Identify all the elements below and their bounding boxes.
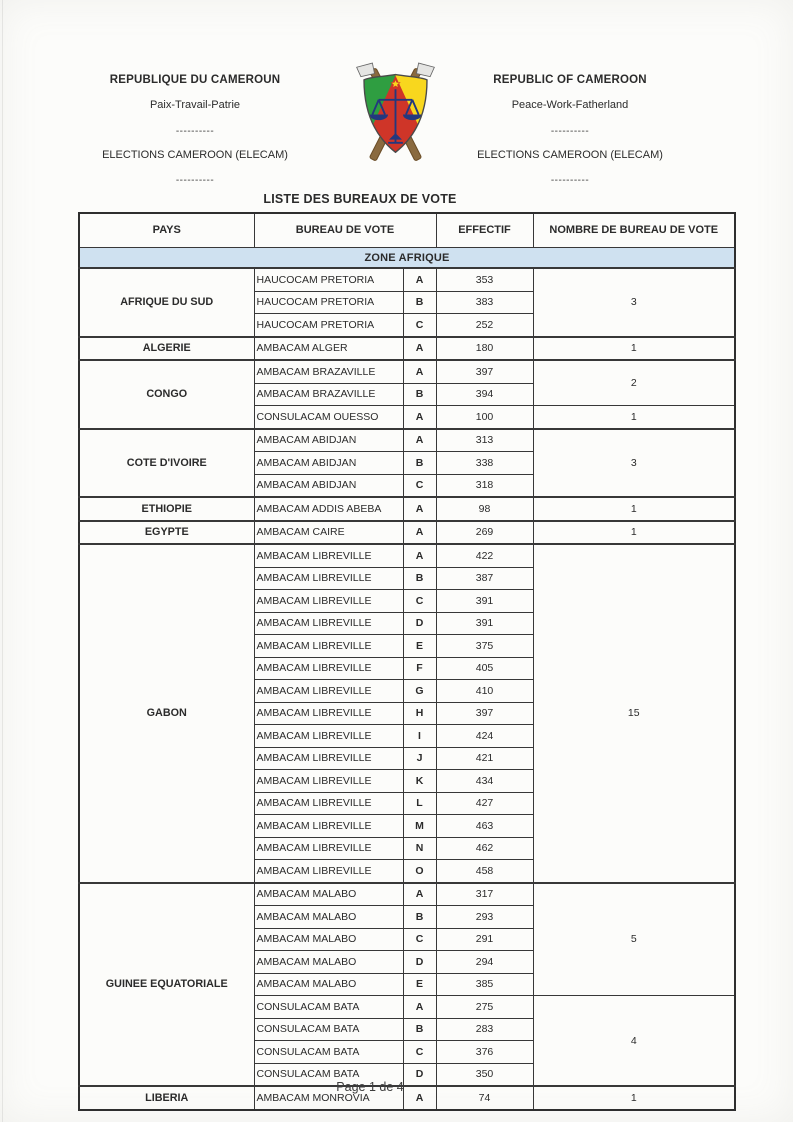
effectif-cell: 427 [436, 792, 533, 815]
table-row [79, 544, 735, 567]
table-row [79, 268, 735, 291]
bureau-name-cell: AMBACAM MONROVIA [254, 1086, 403, 1110]
bureau-letter-cell: A [403, 1086, 436, 1110]
page-title: LISTE DES BUREAUX DE VOTE [263, 192, 457, 206]
country-cell: COTE D'IVOIRE [79, 429, 254, 498]
effectif-cell: 269 [436, 521, 533, 545]
bureau-letter-cell: C [403, 314, 436, 337]
bureau-letter-cell: A [403, 429, 436, 452]
effectif-cell: 391 [436, 590, 533, 613]
zone-header: ZONE AFRIQUE [79, 248, 735, 269]
bureau-letter-cell: C [403, 1041, 436, 1064]
bureau-letter-cell: D [403, 951, 436, 974]
separator-dashes: ---------- [550, 126, 590, 137]
effectif-cell: 405 [436, 657, 533, 680]
effectif-cell: 317 [436, 883, 533, 906]
cameroon-coat-of-arms-icon [343, 62, 448, 167]
bureau-name-cell: CONSULACAM BATA [254, 1041, 403, 1064]
bureau-letter-cell: A [403, 883, 436, 906]
bureau-letter-cell: F [403, 657, 436, 680]
effectif-cell: 294 [436, 951, 533, 974]
column-header-pays: PAYS [79, 213, 254, 248]
bureau-letter-cell: B [403, 291, 436, 314]
separator-dashes: ---------- [175, 126, 215, 137]
effectif-cell: 318 [436, 474, 533, 497]
effectif-cell: 375 [436, 635, 533, 658]
effectif-cell: 397 [436, 360, 533, 383]
country-cell: ALGERIE [79, 337, 254, 361]
bureau-name-cell: AMBACAM LIBREVILLE [254, 792, 403, 815]
effectif-cell: 252 [436, 314, 533, 337]
bureau-letter-cell: A [403, 544, 436, 567]
bureau-name-cell: AMBACAM MALABO [254, 951, 403, 974]
effectif-cell: 387 [436, 567, 533, 590]
motto-fr: Paix-Travail-Patrie [149, 99, 241, 111]
table-header-row [79, 213, 735, 248]
bureau-letter-cell: C [403, 590, 436, 613]
effectif-cell: 350 [436, 1063, 533, 1086]
bureaux-de-vote-table [78, 212, 736, 1111]
nombre-bureaux-cell: 4 [533, 996, 735, 1087]
country-name-fr: REPUBLIQUE DU CAMEROUN [109, 74, 281, 86]
table-row [79, 429, 735, 452]
bureau-letter-cell: E [403, 635, 436, 658]
bureau-name-cell: AMBACAM LIBREVILLE [254, 747, 403, 770]
effectif-cell: 98 [436, 497, 533, 521]
effectif-cell: 313 [436, 429, 533, 452]
bureau-name-cell: AMBACAM LIBREVILLE [254, 635, 403, 658]
table-row [79, 497, 735, 521]
effectif-cell: 397 [436, 702, 533, 725]
effectif-cell: 180 [436, 337, 533, 361]
table-row [79, 883, 735, 906]
bureau-name-cell: AMBACAM ABIDJAN [254, 452, 403, 475]
bureau-name-cell: HAUCOCAM PRETORIA [254, 314, 403, 337]
bureau-letter-cell: L [403, 792, 436, 815]
effectif-cell: 275 [436, 996, 533, 1019]
bureau-letter-cell: I [403, 725, 436, 748]
bureau-name-cell: AMBACAM MALABO [254, 973, 403, 996]
table-row [79, 337, 735, 361]
effectif-cell: 410 [436, 680, 533, 703]
effectif-cell: 383 [436, 291, 533, 314]
bureau-letter-cell: A [403, 337, 436, 361]
bureau-name-cell: AMBACAM LIBREVILLE [254, 837, 403, 860]
effectif-cell: 338 [436, 452, 533, 475]
bureau-letter-cell: D [403, 612, 436, 635]
table-row [79, 360, 735, 383]
bureau-name-cell: AMBACAM LIBREVILLE [254, 702, 403, 725]
bureau-name-cell: AMBACAM ABIDJAN [254, 429, 403, 452]
effectif-cell: 100 [436, 406, 533, 429]
nombre-bureaux-cell: 3 [533, 429, 735, 498]
bureau-name-cell: AMBACAM BRAZAVILLE [254, 383, 403, 406]
page-number: Page 1 de 4 [336, 1080, 404, 1094]
header-right-block [445, 74, 695, 198]
bureau-name-cell: HAUCOCAM PRETORIA [254, 268, 403, 291]
bureau-name-cell: AMBACAM MALABO [254, 928, 403, 951]
effectif-cell: 394 [436, 383, 533, 406]
bureau-letter-cell: B [403, 567, 436, 590]
country-cell: GABON [79, 544, 254, 883]
bureau-letter-cell: A [403, 360, 436, 383]
bureau-name-cell: AMBACAM LIBREVILLE [254, 815, 403, 838]
bureau-name-cell: AMBACAM LIBREVILLE [254, 860, 403, 883]
effectif-cell: 293 [436, 906, 533, 929]
bureau-letter-cell: B [403, 906, 436, 929]
bureau-letter-cell: D [403, 1063, 436, 1086]
bureau-name-cell: CONSULACAM OUESSO [254, 406, 403, 429]
effectif-cell: 353 [436, 268, 533, 291]
bureau-name-cell: HAUCOCAM PRETORIA [254, 291, 403, 314]
bureau-letter-cell: J [403, 747, 436, 770]
bureau-name-cell: AMBACAM MALABO [254, 906, 403, 929]
effectif-cell: 462 [436, 837, 533, 860]
table-row [79, 521, 735, 545]
column-header-effectif: EFFECTIF [436, 213, 533, 248]
org-name-right: ELECTIONS CAMEROON (ELECAM) [477, 149, 663, 161]
nombre-bureaux-cell: 3 [533, 268, 735, 337]
nombre-bureaux-cell: 1 [533, 521, 735, 545]
bureau-letter-cell: A [403, 521, 436, 545]
nombre-bureaux-cell: 1 [533, 406, 735, 429]
country-cell: GUINEE EQUATORIALE [79, 883, 254, 1087]
zone-header-row [79, 248, 735, 269]
motto-en: Peace-Work-Fatherland [511, 99, 629, 111]
bureau-letter-cell: K [403, 770, 436, 793]
bureau-letter-cell: A [403, 996, 436, 1019]
country-name-en: REPUBLIC OF CAMEROON [493, 74, 647, 86]
bureau-letter-cell: A [403, 497, 436, 521]
bureau-letter-cell: N [403, 837, 436, 860]
bureau-letter-cell: A [403, 268, 436, 291]
bureau-letter-cell: C [403, 928, 436, 951]
nombre-bureaux-cell: 15 [533, 544, 735, 883]
country-cell: ETHIOPIE [79, 497, 254, 521]
nombre-bureaux-cell: 2 [533, 360, 735, 406]
bureau-name-cell: CONSULACAM BATA [254, 1018, 403, 1041]
column-header-bureau: BUREAU DE VOTE [254, 213, 436, 248]
bureau-name-cell: AMBACAM BRAZAVILLE [254, 360, 403, 383]
bureau-name-cell: AMBACAM LIBREVILLE [254, 657, 403, 680]
bureau-name-cell: AMBACAM LIBREVILLE [254, 590, 403, 613]
bureau-name-cell: AMBACAM LIBREVILLE [254, 680, 403, 703]
bureau-letter-cell: C [403, 474, 436, 497]
effectif-cell: 421 [436, 747, 533, 770]
bureau-name-cell: AMBACAM ABIDJAN [254, 474, 403, 497]
nombre-bureaux-cell: 1 [533, 337, 735, 361]
bureau-name-cell: AMBACAM LIBREVILLE [254, 770, 403, 793]
country-cell: EGYPTE [79, 521, 254, 545]
bureau-name-cell: AMBACAM LIBREVILLE [254, 725, 403, 748]
country-cell: AFRIQUE DU SUD [79, 268, 254, 337]
bureau-name-cell: AMBACAM LIBREVILLE [254, 612, 403, 635]
bureau-name-cell: AMBACAM CAIRE [254, 521, 403, 545]
effectif-cell: 391 [436, 612, 533, 635]
effectif-cell: 291 [436, 928, 533, 951]
bureau-name-cell: CONSULACAM BATA [254, 1063, 403, 1086]
nombre-bureaux-cell: 5 [533, 883, 735, 996]
effectif-cell: 385 [436, 973, 533, 996]
bureau-letter-cell: A [403, 406, 436, 429]
country-cell: CONGO [79, 360, 254, 429]
effectif-cell: 376 [436, 1041, 533, 1064]
org-name-left: ELECTIONS CAMEROON (ELECAM) [102, 149, 288, 161]
bureau-letter-cell: B [403, 1018, 436, 1041]
separator-dashes: ---------- [550, 175, 590, 186]
column-header-nombre: NOMBRE DE BUREAU DE VOTE [533, 213, 735, 248]
bureau-letter-cell: M [403, 815, 436, 838]
bureau-letter-cell: B [403, 383, 436, 406]
scan-edge-artifact [2, 0, 3, 1122]
header-left-block [70, 74, 320, 198]
bureau-letter-cell: O [403, 860, 436, 883]
bureau-name-cell: CONSULACAM BATA [254, 996, 403, 1019]
separator-dashes: ---------- [175, 175, 215, 186]
nombre-bureaux-cell: 1 [533, 497, 735, 521]
bureau-name-cell: AMBACAM LIBREVILLE [254, 544, 403, 567]
effectif-cell: 434 [436, 770, 533, 793]
bureau-name-cell: AMBACAM ALGER [254, 337, 403, 361]
bureau-letter-cell: B [403, 452, 436, 475]
country-cell: LIBERIA [79, 1086, 254, 1110]
bureau-letter-cell: G [403, 680, 436, 703]
bureau-name-cell: AMBACAM LIBREVILLE [254, 567, 403, 590]
bureau-letter-cell: H [403, 702, 436, 725]
effectif-cell: 422 [436, 544, 533, 567]
effectif-cell: 463 [436, 815, 533, 838]
bureau-letter-cell: E [403, 973, 436, 996]
bureau-name-cell: AMBACAM ADDIS ABEBA [254, 497, 403, 521]
nombre-bureaux-cell: 1 [533, 1086, 735, 1110]
effectif-cell: 283 [436, 1018, 533, 1041]
effectif-cell: 424 [436, 725, 533, 748]
effectif-cell: 458 [436, 860, 533, 883]
effectif-cell: 74 [436, 1086, 533, 1110]
bureau-name-cell: AMBACAM MALABO [254, 883, 403, 906]
